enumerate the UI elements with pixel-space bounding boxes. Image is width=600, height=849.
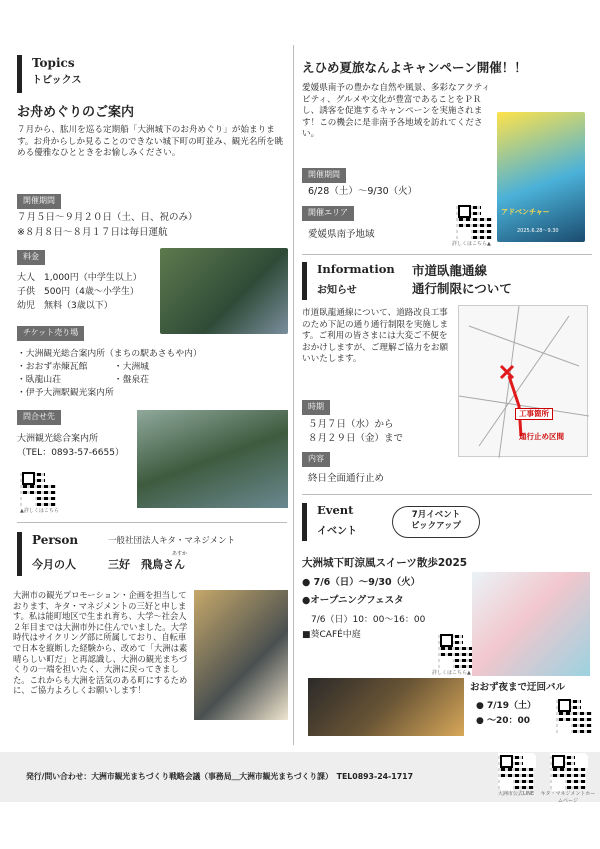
info-content: 終日全面通行止め [308, 473, 385, 484]
campaign-area: 愛媛県南予地域 [308, 229, 375, 240]
ticket-line4: ・伊予大洲駅観光案内所 [17, 388, 114, 398]
campaign-period-tag: 開催期間 [302, 168, 346, 183]
event-qr-caption: 詳しくはこちら▲ [432, 670, 471, 676]
ticket-tag: チケット売り場 [17, 326, 84, 341]
event1-title: 大洲城下町涼風スイーツ散歩2025 [302, 557, 468, 569]
contact-line1: 大洲観光総合案内所 [17, 434, 99, 444]
ticket-line3: ・臥龍山荘 ・盤泉荘 [17, 375, 149, 385]
topics-title: お舟めぐりのご案内 [17, 105, 135, 120]
night-bar-photo [308, 678, 464, 736]
info-heading-en: Information [317, 262, 395, 276]
homepage-qr-caption: キタ・マネジメントホームページ [540, 791, 596, 804]
event-divider [302, 494, 592, 495]
event2-date: ● 7/19（土） [476, 701, 537, 711]
campaign-period: 6/28（土）〜9/30（火） [308, 186, 418, 197]
contact-line2: （TEL：0893-57-6655） [17, 448, 124, 458]
topics-heading-jp: トピックス [32, 75, 82, 87]
person-divider [17, 522, 287, 523]
info-content-tag: 内容 [302, 452, 330, 467]
person-heading-en: Person [32, 533, 79, 547]
person-heading-jp: 今月の人 [32, 558, 76, 572]
info-time-line2: ８月２９日（金）まで [308, 433, 404, 444]
event1-sub: ●オープニングフェスタ [302, 595, 404, 606]
info-divider [302, 254, 592, 255]
person-name: 三好 飛鳥さん [108, 558, 185, 571]
period-line2: ※８月８日〜８月１７日は毎日運航 [17, 227, 168, 238]
campaign-title: えひめ夏旅なんよキャンペーン開催！！ [302, 60, 527, 75]
info-time-line1: ５月７日（水）から [308, 419, 394, 430]
period-line1: ７月５日〜９月２０日（土、日、祝のみ） [17, 212, 198, 223]
campaign-body: 愛媛県南予の豊かな自然や風景、多彩なアクティビティ、グルメや文化が豊富であることをＰＲし、誘客を促進するキャンペーンを実施されます！この機会に是非南予各地域を訪れてください。 [302, 83, 491, 140]
topics-qr-code[interactable] [20, 470, 56, 506]
pickup-bubble [392, 506, 480, 538]
line-qr-code[interactable] [498, 753, 534, 789]
topics-heading-en: Topics [32, 56, 75, 70]
event1-time: 7/6（日）10：00〜16：00 [302, 615, 426, 625]
topics-heading [17, 55, 82, 93]
event-heading [302, 503, 357, 541]
contact-tag: 問合せ先 [17, 410, 61, 425]
pickup-line1: 7月イベント [411, 510, 461, 520]
event1-date: ● 7/6（日）〜9/30（火） [302, 577, 421, 588]
info-heading-jp: お知らせ [317, 284, 357, 296]
footer-text: 発行/問い合わせ：大洲市観光まちづくり戦略会議（事務局＿大洲市観光まちづくり課） TEL0893-24-1717 [26, 772, 413, 781]
pickup-line2: ピックアップ [410, 521, 462, 532]
fee-infant: 幼児 無料（3歳以下） [17, 301, 113, 311]
info-title-line2: 通行制限について [412, 281, 512, 296]
column-divider [293, 45, 294, 745]
road-closure-map [458, 305, 588, 457]
event2-time: ● 〜20：00 [476, 716, 531, 726]
info-heading [302, 262, 395, 300]
campaign-qr-caption: 詳しくはこちら▲ [452, 241, 491, 247]
sweets-photo-grid [472, 572, 590, 676]
castle-river-photo [160, 248, 288, 334]
event-heading-en: Event [317, 503, 354, 517]
campaign-area-tag: 開催エリア [302, 206, 354, 221]
event1-place: ■葵CAFÉ中庭 [302, 630, 361, 640]
map-legend-closed-section: 通行止め区間 [519, 432, 564, 441]
poster-date: 2025.6.28〜9.30 [517, 228, 559, 234]
person-body: 大洲市の観光プロモーション・企画を担当しております、キタ・マネジメントの三好と申します。私は能町地区で生まれ育ち、大学〜社会人２年目までは大洲市外に住んでいました。大学時代はサイクリング部に所属しており、自転車で日本を縦断した経験から、改めて「大洲は素晴らしい町だ」と再認識し、大洲の観光まちづくりの一端を担いたく、大洲に戻ってきました。これからも大洲を活気のある町にするために、ご協力よろしくお願いします！ [13, 590, 188, 696]
info-title-line1: 市道臥龍通線 [412, 263, 488, 278]
topics-qr-caption: ▲詳しくはこちら [20, 508, 59, 514]
line-qr-caption: 大洲市公式LINE [497, 791, 535, 797]
person-heading [17, 532, 78, 576]
fee-tag: 料金 [17, 250, 45, 265]
info-body: 市道臥龍通線について、道路改良工事のため下記の通り通行制限を実施します。ご利用の皆さまには大変ご不便をおかけしますが、ご理解ご協力をお願いいたします。 [302, 308, 449, 365]
homepage-qr-code[interactable] [550, 753, 586, 789]
map-legend-construction: 工事箇所 [515, 408, 553, 420]
event2-qr-code[interactable] [556, 697, 592, 733]
event-heading-jp: イベント [317, 525, 357, 537]
person-name-ruby: あすか [172, 551, 188, 557]
info-time-tag: 時期 [302, 400, 330, 415]
event2-title: おおず夜まで迂回バル [470, 682, 566, 693]
person-org: 一般社団法人キタ・マネジメント [108, 536, 236, 546]
ticket-line1: ・大洲観光総合案内所（まちの駅あさもや内） [17, 349, 202, 359]
boat-rock-photo [137, 410, 288, 508]
poster-title: アドベンチャー [501, 208, 550, 216]
campaign-poster [497, 112, 585, 242]
fee-adult: 大人 1,000円（中学生以上） [17, 273, 142, 283]
campaign-qr-code[interactable] [456, 203, 492, 239]
period-tag: 開催期間 [17, 194, 61, 209]
event-qr-code[interactable] [438, 632, 474, 668]
topics-intro: ７月から、肱川を巡る定期船「大洲城下のお舟めぐり」が始まります。お舟からしか見ることのできない城下町の町並み、観光名所を眺める優雅なひとときをお愉しみください。 [17, 125, 284, 159]
fee-child: 子供 500円（4歳〜小学生） [17, 287, 139, 297]
ticket-line2: ・おおず赤煉瓦館 ・大洲城 [17, 362, 149, 372]
person-portrait [194, 590, 288, 720]
